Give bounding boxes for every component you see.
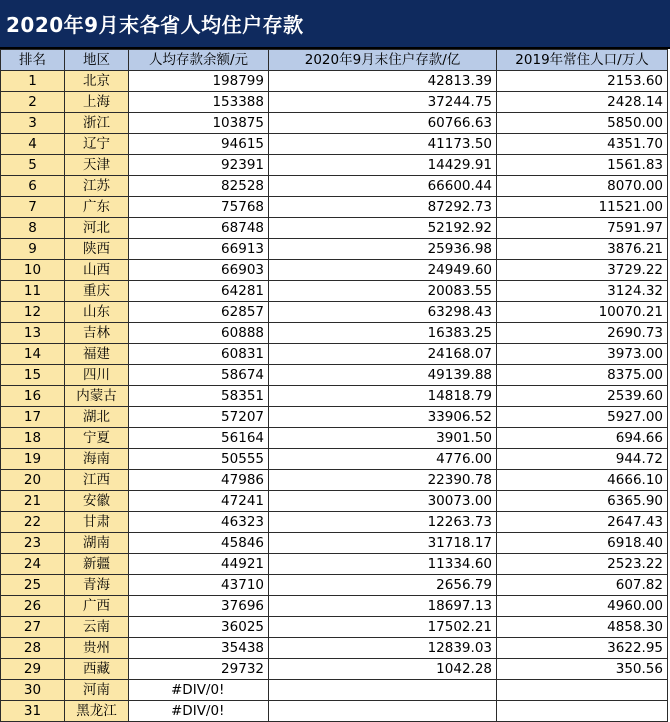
rank-cell[interactable]: 3 — [1, 113, 65, 134]
table-row — [1, 176, 668, 197]
per-capita-cell[interactable]: 43710 — [129, 575, 269, 596]
population-cell[interactable]: 4858.30 — [497, 617, 668, 638]
per-capita-cell[interactable]: 56164 — [129, 428, 269, 449]
per-capita-cell[interactable]: 82528 — [129, 176, 269, 197]
per-capita-cell[interactable]: 153388 — [129, 92, 269, 113]
region-cell[interactable]: 海南 — [65, 449, 129, 470]
per-capita-cell[interactable]: 60888 — [129, 323, 269, 344]
table-row — [1, 617, 668, 638]
per-capita-cell[interactable]: 57207 — [129, 407, 269, 428]
per-capita-cell[interactable]: 60831 — [129, 344, 269, 365]
table-row — [1, 407, 668, 428]
rank-cell[interactable]: 22 — [1, 512, 65, 533]
header-deposits[interactable]: 2020年9月末住户存款/亿 — [269, 50, 497, 71]
population-cell[interactable]: 607.82 — [497, 575, 668, 596]
per-capita-cell[interactable]: #DIV/0! — [129, 680, 269, 701]
rank-cell[interactable]: 27 — [1, 617, 65, 638]
region-cell[interactable]: 江苏 — [65, 176, 129, 197]
population-cell[interactable]: 6918.40 — [497, 533, 668, 554]
deposits-cell[interactable]: 31718.17 — [269, 533, 497, 554]
table-row — [1, 239, 668, 260]
deposits-cell[interactable]: 42813.39 — [269, 71, 497, 92]
population-cell[interactable]: 8070.00 — [497, 176, 668, 197]
per-capita-cell[interactable]: 46323 — [129, 512, 269, 533]
header-row — [1, 50, 668, 71]
rank-cell[interactable]: 25 — [1, 575, 65, 596]
deposits-cell[interactable]: 30073.00 — [269, 491, 497, 512]
rank-cell[interactable]: 8 — [1, 218, 65, 239]
population-cell[interactable]: 2647.43 — [497, 512, 668, 533]
deposits-cell[interactable]: 63298.43 — [269, 302, 497, 323]
deposits-cell[interactable]: 60766.63 — [269, 113, 497, 134]
region-cell[interactable]: 贵州 — [65, 638, 129, 659]
region-cell[interactable]: 广东 — [65, 197, 129, 218]
deposits-cell[interactable]: 24168.07 — [269, 344, 497, 365]
per-capita-cell[interactable]: 58351 — [129, 386, 269, 407]
population-cell[interactable]: 8375.00 — [497, 365, 668, 386]
table-row — [1, 491, 668, 512]
per-capita-cell[interactable]: 58674 — [129, 365, 269, 386]
table-row — [1, 449, 668, 470]
table-row — [1, 281, 668, 302]
rank-cell[interactable]: 11 — [1, 281, 65, 302]
table-row — [1, 428, 668, 449]
deposits-cell[interactable]: 25936.98 — [269, 239, 497, 260]
header-population[interactable]: 2019年常住人口/万人 — [497, 50, 668, 71]
table-row — [1, 113, 668, 134]
title-bar — [0, 0, 670, 49]
table-row — [1, 701, 668, 722]
per-capita-cell[interactable]: 29732 — [129, 659, 269, 680]
region-cell[interactable]: 福建 — [65, 344, 129, 365]
deposits-cell[interactable]: 52192.92 — [269, 218, 497, 239]
region-cell[interactable]: 山东 — [65, 302, 129, 323]
table-row — [1, 197, 668, 218]
rank-cell[interactable]: 7 — [1, 197, 65, 218]
deposits-cell[interactable]: 41173.50 — [269, 134, 497, 155]
per-capita-cell[interactable]: 47241 — [129, 491, 269, 512]
deposits-cell[interactable]: 24949.60 — [269, 260, 497, 281]
table-row — [1, 386, 668, 407]
deposits-cell[interactable]: 17502.21 — [269, 617, 497, 638]
population-cell[interactable]: 2539.60 — [497, 386, 668, 407]
population-cell[interactable]: 2690.73 — [497, 323, 668, 344]
rank-cell[interactable]: 20 — [1, 470, 65, 491]
region-cell[interactable]: 宁夏 — [65, 428, 129, 449]
table-row — [1, 680, 668, 701]
header-per-capita[interactable]: 人均存款余额/元 — [129, 50, 269, 71]
population-cell[interactable] — [497, 701, 668, 722]
table-row — [1, 260, 668, 281]
table-row — [1, 554, 668, 575]
population-cell[interactable]: 5850.00 — [497, 113, 668, 134]
region-cell[interactable]: 江西 — [65, 470, 129, 491]
population-cell[interactable]: 3729.22 — [497, 260, 668, 281]
table-row — [1, 218, 668, 239]
population-cell[interactable]: 3622.95 — [497, 638, 668, 659]
population-cell[interactable]: 2428.14 — [497, 92, 668, 113]
rank-cell[interactable]: 5 — [1, 155, 65, 176]
population-cell[interactable]: 3973.00 — [497, 344, 668, 365]
rank-cell[interactable]: 1 — [1, 71, 65, 92]
region-cell[interactable]: 云南 — [65, 617, 129, 638]
rank-cell[interactable]: 16 — [1, 386, 65, 407]
table-row — [1, 512, 668, 533]
per-capita-cell[interactable]: 44921 — [129, 554, 269, 575]
region-cell[interactable]: 四川 — [65, 365, 129, 386]
population-cell[interactable]: 2153.60 — [497, 71, 668, 92]
header-rank[interactable]: 排名 — [1, 50, 65, 71]
population-cell[interactable]: 4960.00 — [497, 596, 668, 617]
deposits-cell[interactable]: 4776.00 — [269, 449, 497, 470]
deposits-cell[interactable]: 14818.79 — [269, 386, 497, 407]
deposits-cell[interactable]: 1042.28 — [269, 659, 497, 680]
deposits-cell[interactable] — [269, 680, 497, 701]
per-capita-cell[interactable]: 103875 — [129, 113, 269, 134]
per-capita-cell[interactable]: 75768 — [129, 197, 269, 218]
population-cell[interactable]: 7591.97 — [497, 218, 668, 239]
region-cell[interactable]: 北京 — [65, 71, 129, 92]
table-row — [1, 155, 668, 176]
rank-cell[interactable]: 9 — [1, 239, 65, 260]
table-row — [1, 134, 668, 155]
region-cell[interactable]: 内蒙古 — [65, 386, 129, 407]
table-row — [1, 638, 668, 659]
population-cell[interactable]: 5927.00 — [497, 407, 668, 428]
per-capita-cell[interactable]: 66903 — [129, 260, 269, 281]
header-region[interactable]: 地区 — [65, 50, 129, 71]
table-row — [1, 533, 668, 554]
region-cell[interactable]: 山西 — [65, 260, 129, 281]
population-cell[interactable]: 2523.22 — [497, 554, 668, 575]
region-cell[interactable]: 天津 — [65, 155, 129, 176]
per-capita-cell[interactable]: 45846 — [129, 533, 269, 554]
rank-cell[interactable]: 14 — [1, 344, 65, 365]
table-row — [1, 92, 668, 113]
rank-cell[interactable]: 29 — [1, 659, 65, 680]
per-capita-cell[interactable]: 50555 — [129, 449, 269, 470]
deposits-cell[interactable]: 14429.91 — [269, 155, 497, 176]
rank-cell[interactable]: 19 — [1, 449, 65, 470]
deposits-cell[interactable]: 12839.03 — [269, 638, 497, 659]
table-row — [1, 323, 668, 344]
per-capita-cell[interactable]: 35438 — [129, 638, 269, 659]
deposits-cell[interactable]: 87292.73 — [269, 197, 497, 218]
population-cell[interactable]: 6365.90 — [497, 491, 668, 512]
table-row — [1, 659, 668, 680]
deposits-cell[interactable]: 18697.13 — [269, 596, 497, 617]
rank-cell[interactable]: 28 — [1, 638, 65, 659]
region-cell[interactable]: 湖南 — [65, 533, 129, 554]
deposits-cell[interactable]: 66600.44 — [269, 176, 497, 197]
population-cell[interactable] — [497, 680, 668, 701]
region-cell[interactable]: 浙江 — [65, 113, 129, 134]
rank-cell[interactable]: 10 — [1, 260, 65, 281]
rank-cell[interactable]: 17 — [1, 407, 65, 428]
rank-cell[interactable]: 21 — [1, 491, 65, 512]
rank-cell[interactable]: 31 — [1, 701, 65, 722]
region-cell[interactable]: 河北 — [65, 218, 129, 239]
region-cell[interactable]: 河南 — [65, 680, 129, 701]
rank-cell[interactable]: 23 — [1, 533, 65, 554]
region-cell[interactable]: 新疆 — [65, 554, 129, 575]
per-capita-cell[interactable]: 66913 — [129, 239, 269, 260]
population-cell[interactable]: 4666.10 — [497, 470, 668, 491]
rank-cell[interactable]: 18 — [1, 428, 65, 449]
table-row — [1, 470, 668, 491]
rank-cell[interactable]: 26 — [1, 596, 65, 617]
region-cell[interactable]: 西藏 — [65, 659, 129, 680]
per-capita-cell[interactable]: 92391 — [129, 155, 269, 176]
region-cell[interactable]: 辽宁 — [65, 134, 129, 155]
table-row — [1, 365, 668, 386]
per-capita-cell[interactable]: 198799 — [129, 71, 269, 92]
deposits-cell[interactable]: 22390.78 — [269, 470, 497, 491]
population-cell[interactable]: 3876.21 — [497, 239, 668, 260]
deposits-cell[interactable]: 37244.75 — [269, 92, 497, 113]
deposit-table — [0, 49, 668, 722]
per-capita-cell[interactable]: 64281 — [129, 281, 269, 302]
population-cell[interactable]: 1561.83 — [497, 155, 668, 176]
population-cell[interactable]: 3124.32 — [497, 281, 668, 302]
per-capita-cell[interactable]: 94615 — [129, 134, 269, 155]
deposits-cell[interactable]: 20083.55 — [269, 281, 497, 302]
population-cell[interactable]: 694.66 — [497, 428, 668, 449]
table-body — [1, 71, 668, 722]
region-cell[interactable]: 青海 — [65, 575, 129, 596]
region-cell[interactable]: 甘肃 — [65, 512, 129, 533]
region-cell[interactable]: 安徽 — [65, 491, 129, 512]
population-cell[interactable]: 11521.00 — [497, 197, 668, 218]
deposits-cell[interactable]: 33906.52 — [269, 407, 497, 428]
rank-cell[interactable]: 12 — [1, 302, 65, 323]
rank-cell[interactable]: 2 — [1, 92, 65, 113]
region-cell[interactable]: 陕西 — [65, 239, 129, 260]
table-row — [1, 575, 668, 596]
region-cell[interactable]: 广西 — [65, 596, 129, 617]
per-capita-cell[interactable]: 62857 — [129, 302, 269, 323]
deposits-cell[interactable] — [269, 701, 497, 722]
deposits-cell[interactable]: 12263.73 — [269, 512, 497, 533]
deposits-cell[interactable]: 11334.60 — [269, 554, 497, 575]
region-cell[interactable]: 黑龙江 — [65, 701, 129, 722]
deposits-cell[interactable]: 49139.88 — [269, 365, 497, 386]
table-row — [1, 71, 668, 92]
deposits-cell[interactable]: 2656.79 — [269, 575, 497, 596]
region-cell[interactable]: 上海 — [65, 92, 129, 113]
per-capita-cell[interactable]: #DIV/0! — [129, 701, 269, 722]
per-capita-cell[interactable]: 68748 — [129, 218, 269, 239]
per-capita-cell[interactable]: 36025 — [129, 617, 269, 638]
population-cell[interactable]: 10070.21 — [497, 302, 668, 323]
rank-cell[interactable]: 13 — [1, 323, 65, 344]
rank-cell[interactable]: 30 — [1, 680, 65, 701]
population-cell[interactable]: 4351.70 — [497, 134, 668, 155]
region-cell[interactable]: 吉林 — [65, 323, 129, 344]
page-title: 2020年9月末各省人均住户存款 — [6, 13, 304, 37]
per-capita-cell[interactable]: 47986 — [129, 470, 269, 491]
population-cell[interactable]: 350.56 — [497, 659, 668, 680]
deposits-cell[interactable]: 3901.50 — [269, 428, 497, 449]
deposits-cell[interactable]: 16383.25 — [269, 323, 497, 344]
table-row — [1, 302, 668, 323]
rank-cell[interactable]: 15 — [1, 365, 65, 386]
population-cell[interactable]: 944.72 — [497, 449, 668, 470]
rank-cell[interactable]: 24 — [1, 554, 65, 575]
region-cell[interactable]: 重庆 — [65, 281, 129, 302]
per-capita-cell[interactable]: 37696 — [129, 596, 269, 617]
rank-cell[interactable]: 6 — [1, 176, 65, 197]
table-row — [1, 596, 668, 617]
rank-cell[interactable]: 4 — [1, 134, 65, 155]
region-cell[interactable]: 湖北 — [65, 407, 129, 428]
table-row — [1, 344, 668, 365]
